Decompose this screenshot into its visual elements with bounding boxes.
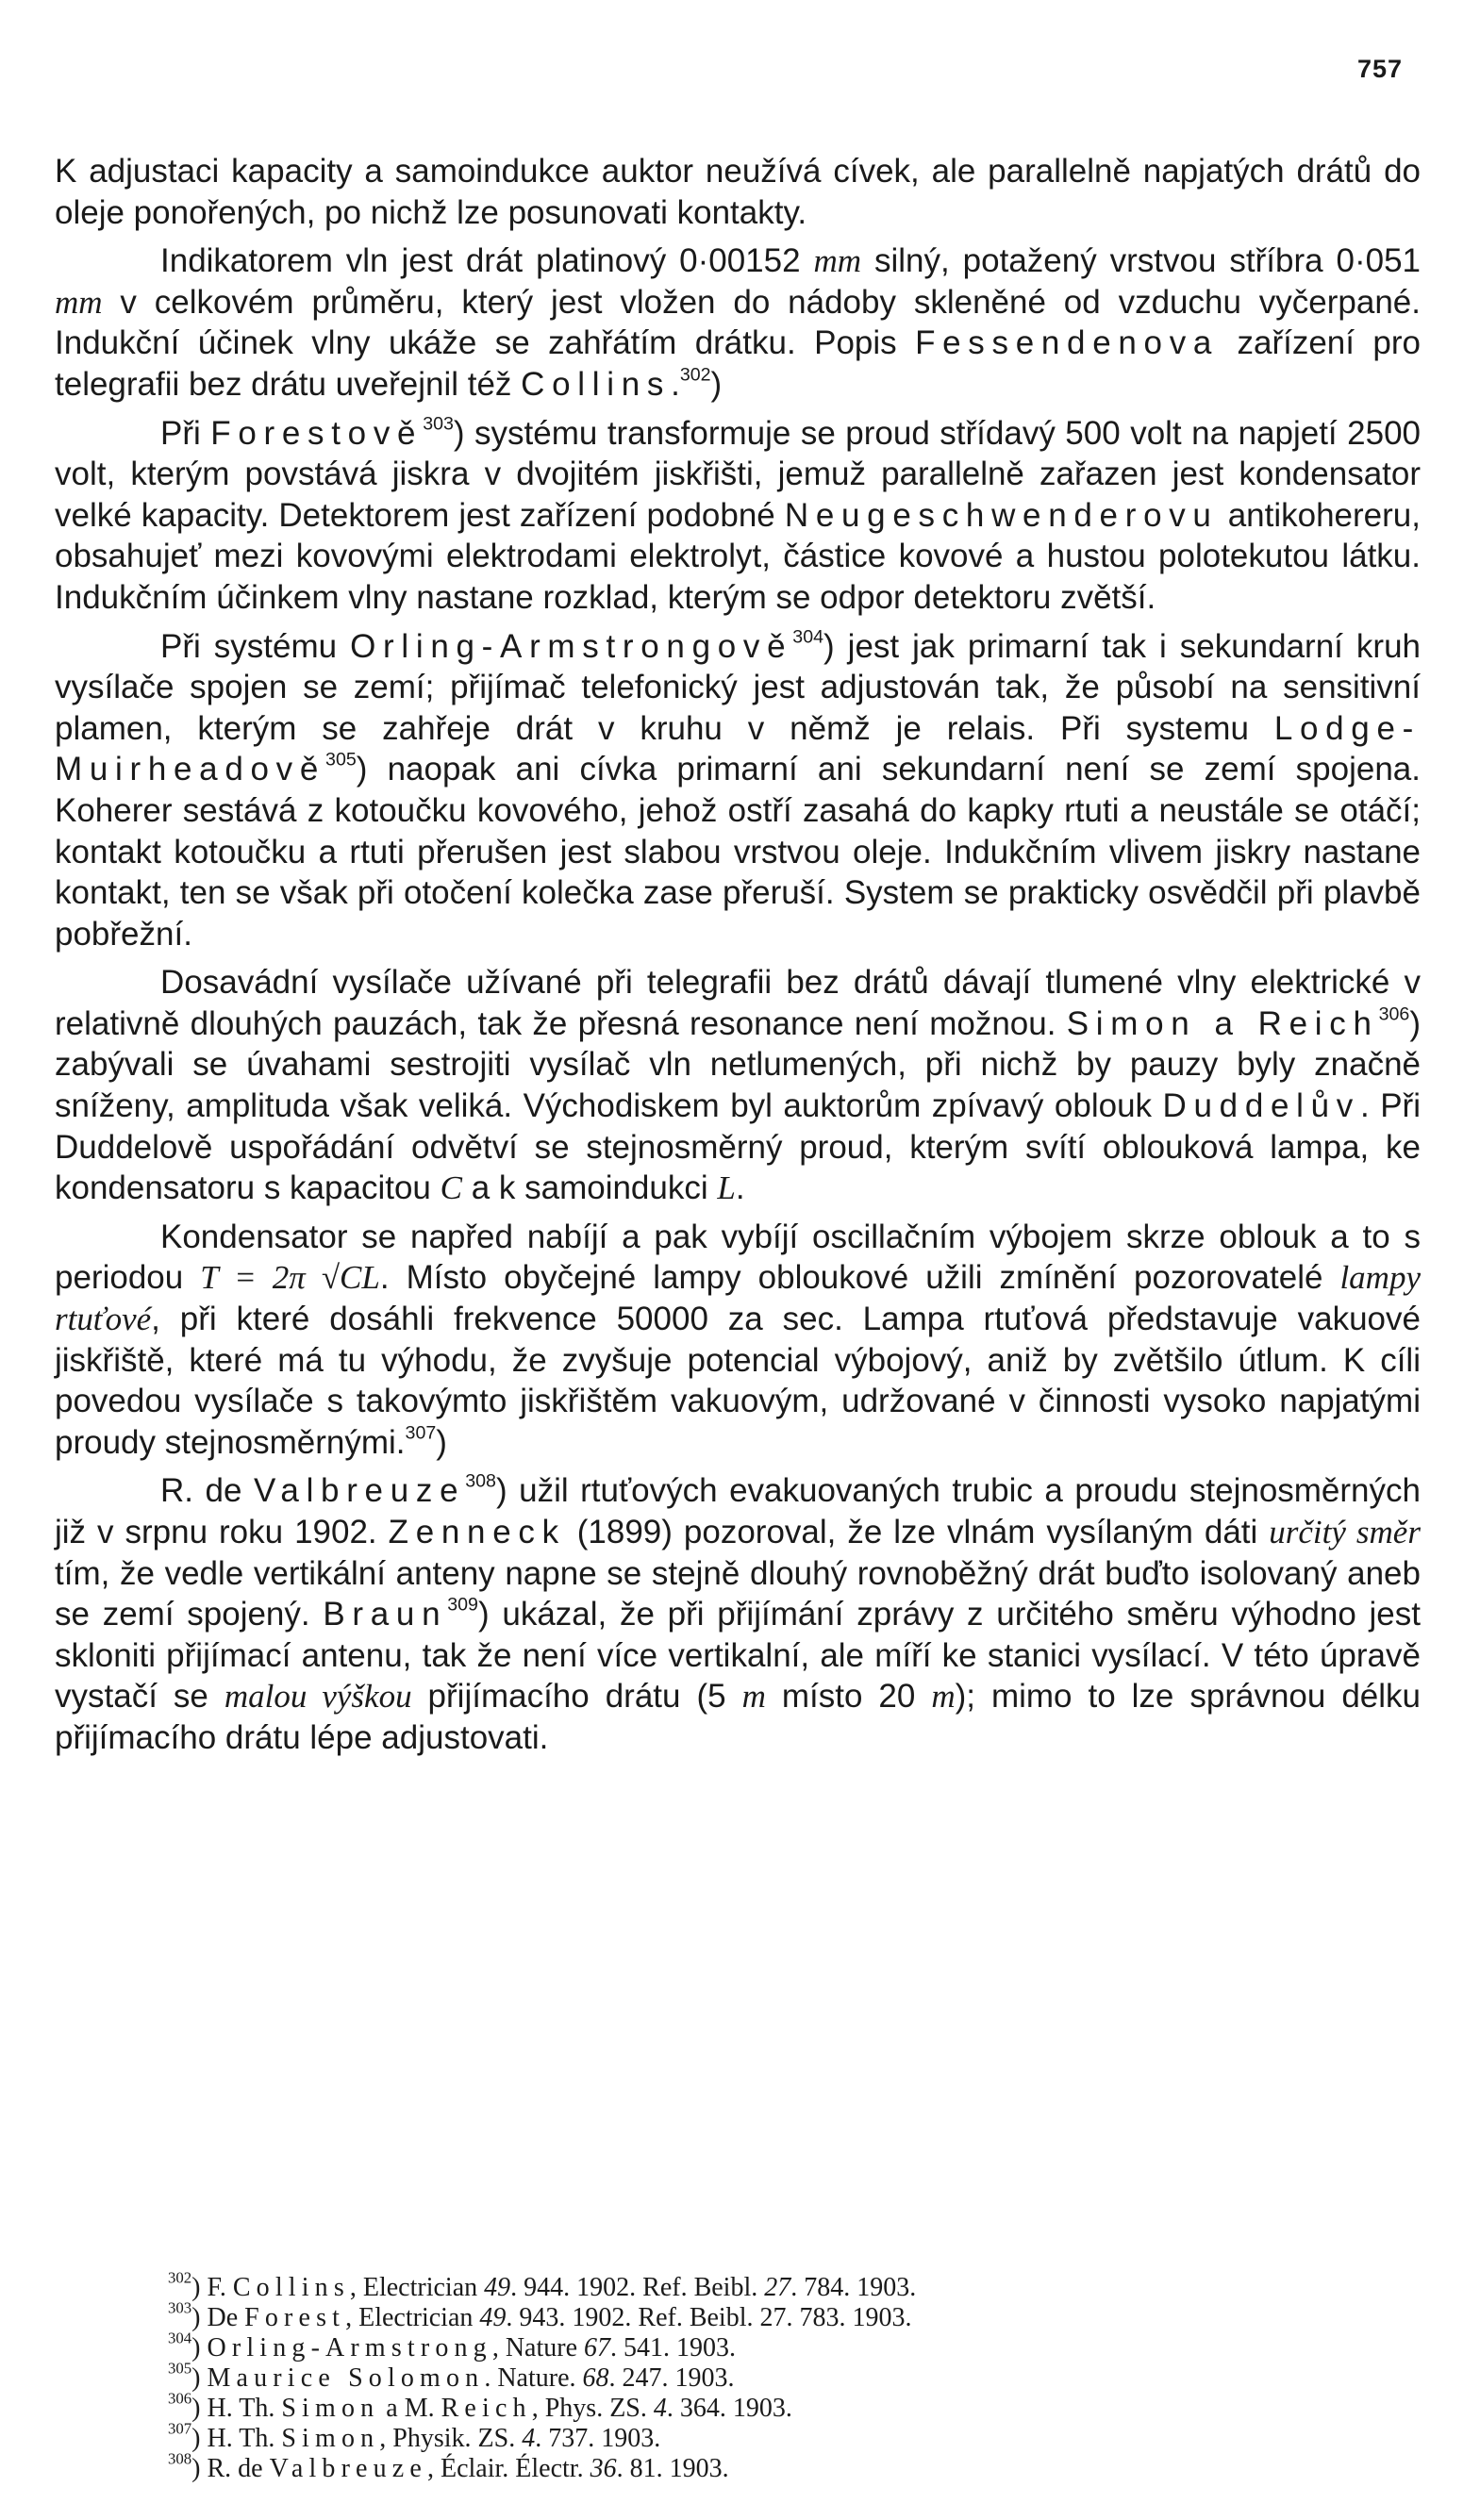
italic-text: T = 2π √CL	[200, 1259, 380, 1297]
text-run: H. Th.	[207, 2424, 282, 2453]
text-run: , při které dosáhli frekvence 50000 za sec. Lampa rtuťová představuje vakuové jiskřiště, které má tu výhodu, že zvyšuje potencial výbojový, aniž by zvětšilo útlum. K cíli povedou vysílače s takovýmto jiskřištěm vakuovým, udržované v činnosti vysoko napjatými proudy stejnosměrnými.	[55, 1301, 1421, 1461]
text-run: v celkovém průměru, který jest vložen do nádoby skleněné od vzduchu vyčerpané. Indukční účinek vlny ukáže se zahřátím drátku. Popis	[55, 283, 1421, 362]
italic-text: 68	[582, 2363, 609, 2393]
footnote-ref: 307	[405, 1422, 437, 1444]
text-run: místo 20	[765, 1678, 932, 1716]
footnotes	[168, 2268, 1394, 2484]
spaced-name: Forestově	[210, 414, 424, 452]
paragraph	[55, 1470, 1421, 1758]
text-run: Indikatorem vln jest drát platinový 0·00152	[160, 242, 814, 280]
spaced-name: Lodge-Muirheadově	[55, 709, 1421, 788]
footnote-number: 304	[168, 2329, 192, 2347]
spaced-name: Orling-Armstrongově	[350, 627, 793, 665]
paragraph	[55, 151, 1421, 233]
footnote-ref: 309	[447, 1594, 478, 1616]
footnote-number: 305	[168, 2359, 192, 2378]
text-run: Při systému	[160, 627, 351, 665]
footnote-number: 303	[168, 2298, 192, 2317]
text-run: . 737. 1903.	[535, 2424, 661, 2453]
text-run: R. de	[207, 2454, 270, 2483]
text-run: ) systému transformuje se proud střídavý 500 volt na napjetí 2500 volt, kterým povstává jiskra v dvojitém jiskřišti, jemuž parallelně zařazen jest kondensator velké kapacity. Detektorem jest zařízení podobné	[55, 414, 1421, 534]
text-run: . 784. 1903.	[790, 2273, 917, 2302]
spaced-name: Maurice Solomon	[207, 2363, 485, 2393]
text-run: , Phys. ZS.	[531, 2394, 654, 2423]
spaced-name: Simon	[281, 2424, 380, 2453]
footnote: $^{305}$) Maurice Solomon. Nature. 68. 247. 1903.	[168, 2359, 735, 2393]
text-run: R. de	[160, 1472, 254, 1510]
italic-text: mm	[55, 283, 103, 321]
text-run: ) ukázal, že při přijímání zprávy z určitého směru výhodno jest skloniti přijímací antenu, tak že není více vertikalní, ale míří ke stanici vysílací. V této úpravě vystačí se	[55, 1596, 1422, 1716]
italic-text: L	[717, 1169, 736, 1207]
footnote-ref: 303	[423, 412, 454, 434]
italic-text: 4	[522, 2424, 536, 2453]
italic-text: m	[741, 1678, 766, 1716]
text-run: .	[671, 365, 680, 403]
footnote-ref: 302	[679, 364, 711, 386]
text-run: H. Th.	[207, 2394, 282, 2423]
paragraph	[55, 1217, 1421, 1464]
spaced-name: Valbreuze	[269, 2454, 427, 2483]
text-run: a M.	[379, 2394, 441, 2423]
spaced-name: Duddelův	[1162, 1087, 1361, 1125]
text-run: . 943. 1902. Ref. Beibl. 27. 783. 1903.	[506, 2303, 912, 2332]
footnote-number: 308	[168, 2449, 192, 2468]
footnote: $^{304}$) Orling-Armstrong, Nature 67. 541. 1903.	[168, 2329, 736, 2362]
text-run: )	[436, 1423, 447, 1461]
italic-text: 67	[584, 2333, 610, 2362]
text-run: K adjustaci kapacity a samoindukce auktor neužívá cívek, ale parallelně napjatých drátů do oleje ponořených, po nichž lze posunovati kontakty.	[55, 153, 1421, 231]
footnote-number: 306	[168, 2389, 192, 2408]
spaced-name: Simon a Reich	[1066, 1004, 1379, 1042]
italic-text: m	[931, 1678, 956, 1716]
spaced-name: Forest	[244, 2303, 346, 2332]
text-run: . 247. 1903.	[608, 2363, 735, 2393]
text-run: , Nature	[491, 2333, 584, 2362]
italic-text: lampy rtuťové	[55, 1259, 1421, 1338]
italic-text: malou výškou	[224, 1678, 412, 1716]
italic-text: 36	[590, 2454, 617, 2483]
text-run: , Electrician	[345, 2303, 480, 2332]
text-run: , Éclair. Électr.	[426, 2454, 590, 2483]
spaced-name: Collins	[521, 365, 672, 403]
text-run: F.	[207, 2273, 233, 2302]
text-run: . 944. 1902. Ref. Beibl.	[510, 2273, 765, 2302]
text-run: ) užil rtuťových evakuovaných trubic a proudu stejnosměrných již v srpnu roku 1902.	[55, 1472, 1421, 1550]
spaced-name: Orling-Armstrong	[207, 2333, 492, 2362]
footnote: $^{307}$) H. Th. Simon, Physik. ZS. 4. 737. 1903.	[168, 2419, 661, 2453]
italic-text: 49	[479, 2303, 507, 2332]
page-number: 757	[1356, 55, 1403, 83]
text-run: , Electrician	[349, 2273, 485, 2302]
body-text	[55, 151, 1421, 1766]
spaced-name: Fessendenova	[915, 324, 1220, 362]
text-run: antikohereru, obsahujeť mezi kovovými elektrodami elektrolyt, částice kovové a hustou polotekutou látku. Indukčním účinkem vlny nastane rozklad, kterým se odpor detektoru zvětší.	[55, 496, 1421, 616]
spaced-name: Collins	[232, 2273, 350, 2302]
text-run: silný, potažený vrstvou stříbra 0·051	[861, 242, 1422, 280]
text-run: . 364. 1903.	[666, 2394, 792, 2423]
paragraph	[55, 240, 1421, 405]
text-run: De	[207, 2303, 245, 2332]
footnote-ref: 305	[325, 749, 357, 771]
footnote-ref: 308	[465, 1470, 496, 1492]
text-run: Dosavádní vysílače užívané při telegrafii bez drátů dávají tlumené vlny elektrické v relativně dlouhých pauzách, tak že přesná resonance není možnou.	[55, 964, 1421, 1042]
text-run: . Místo obyčejné lampy obloukové užili zmínění pozorovatelé	[379, 1259, 1340, 1297]
paragraph	[55, 413, 1421, 619]
footnote-ref: 304	[792, 625, 823, 647]
text-run: a k samoindukci	[461, 1169, 718, 1207]
spaced-name: Neugeschwenderovu	[784, 496, 1219, 534]
spaced-name: Braun	[323, 1596, 448, 1633]
text-run: .	[735, 1169, 745, 1207]
footnote-number: 307	[168, 2419, 192, 2438]
text-run: ) naopak ani cívka primarní ani sekundarní není se zemí spojena. Koherer sestává z kotoučku kovového, jehož ostří zasahá do kapky rtuti a neustále se otáčí; kontakt kotoučku a rtuti přerušen jest slabou vrstvou oleje. Indukčním vlivem jiskry nastane kontakt, ten se však při otočení kolečka zase přeruší. System se prakticky osvědčil při plavbě pobřežní.	[55, 751, 1421, 953]
text-run: ) zabývali se úvahami sestrojiti vysílač vln netlumených, při nichž by pauzy byly značně sníženy, amplituda však veliká. Východiskem byl auktorům zpívavý oblouk	[55, 1004, 1421, 1125]
text-run: tím, že vedle vertikální anteny napne se stejně dlouhý rovnoběžný drát buďto isolovaný aneb se zemí spojený.	[55, 1554, 1421, 1633]
footnote-number: 302	[168, 2268, 192, 2287]
text-run: , Physik. ZS.	[379, 2424, 523, 2453]
text-run: Při	[160, 414, 211, 452]
footnote-ref: 306	[1378, 1003, 1410, 1025]
spaced-name: Zenneck	[388, 1514, 566, 1550]
text-run: přijímacího drátu (5	[411, 1678, 742, 1716]
text-run: Kondensator se napřed nabíjí a pak vybíjí oscillačním výbojem skrze oblouk a to s periodou	[55, 1218, 1421, 1297]
text-run: (1899) pozoroval, že lze vlnám vysílaným dáti	[565, 1514, 1270, 1550]
text-run: . Nature.	[484, 2363, 583, 2393]
text-run: ) jest jak primarní tak i sekundarní kruh vysílače spojen se zemí; přijímač telefonický jest adjustován tak, že působí na sensitivní plamen, kterým se zahřeje drát v kruhu v němž je relais. Při systemu	[55, 627, 1421, 747]
text-run: )	[710, 365, 723, 403]
italic-text: C	[440, 1169, 462, 1207]
footnote: $^{302}$) F. Collins, Electrician 49. 944. 1902. Ref. Beibl. 27. 784. 1903.	[168, 2268, 917, 2302]
paragraph	[55, 626, 1421, 955]
italic-text: 49	[484, 2273, 511, 2302]
paragraph	[55, 962, 1421, 1209]
spaced-name: Simon	[281, 2394, 380, 2423]
text-run: . 81. 1903.	[616, 2454, 729, 2483]
italic-text: 4	[653, 2394, 667, 2423]
italic-text: 27	[764, 2273, 791, 2302]
text-run: . 541. 1903.	[610, 2333, 736, 2362]
text-run: . Při Duddelově uspořádání odvětví se stejnosměrný proud, kterým svítí oblouková lampa, ke kondensatoru s kapacitou	[55, 1087, 1421, 1207]
spaced-name: Reich	[441, 2394, 532, 2423]
footnote: $^{308}$) R. de Valbreuze, Éclair. Électr. 36. 81. 1903.	[168, 2449, 729, 2483]
italic-text: mm	[813, 242, 862, 280]
text-run: zařízení pro telegrafii bez drátu uveřejnil též	[55, 324, 1421, 403]
spaced-name: Valbreuze	[253, 1472, 466, 1510]
text-run: ); mimo to lze správnou délku přijímacího drátu lépe adjustovati.	[55, 1678, 1422, 1756]
italic-text: určitý směr	[1269, 1514, 1421, 1550]
footnote: $^{303}$) De Forest, Electrician 49. 943. 1902. Ref. Beibl. 27. 783. 1903.	[168, 2298, 912, 2332]
footnote: $^{306}$) H. Th. Simon a M. Reich, Phys. ZS. 4. 364. 1903.	[168, 2389, 792, 2423]
